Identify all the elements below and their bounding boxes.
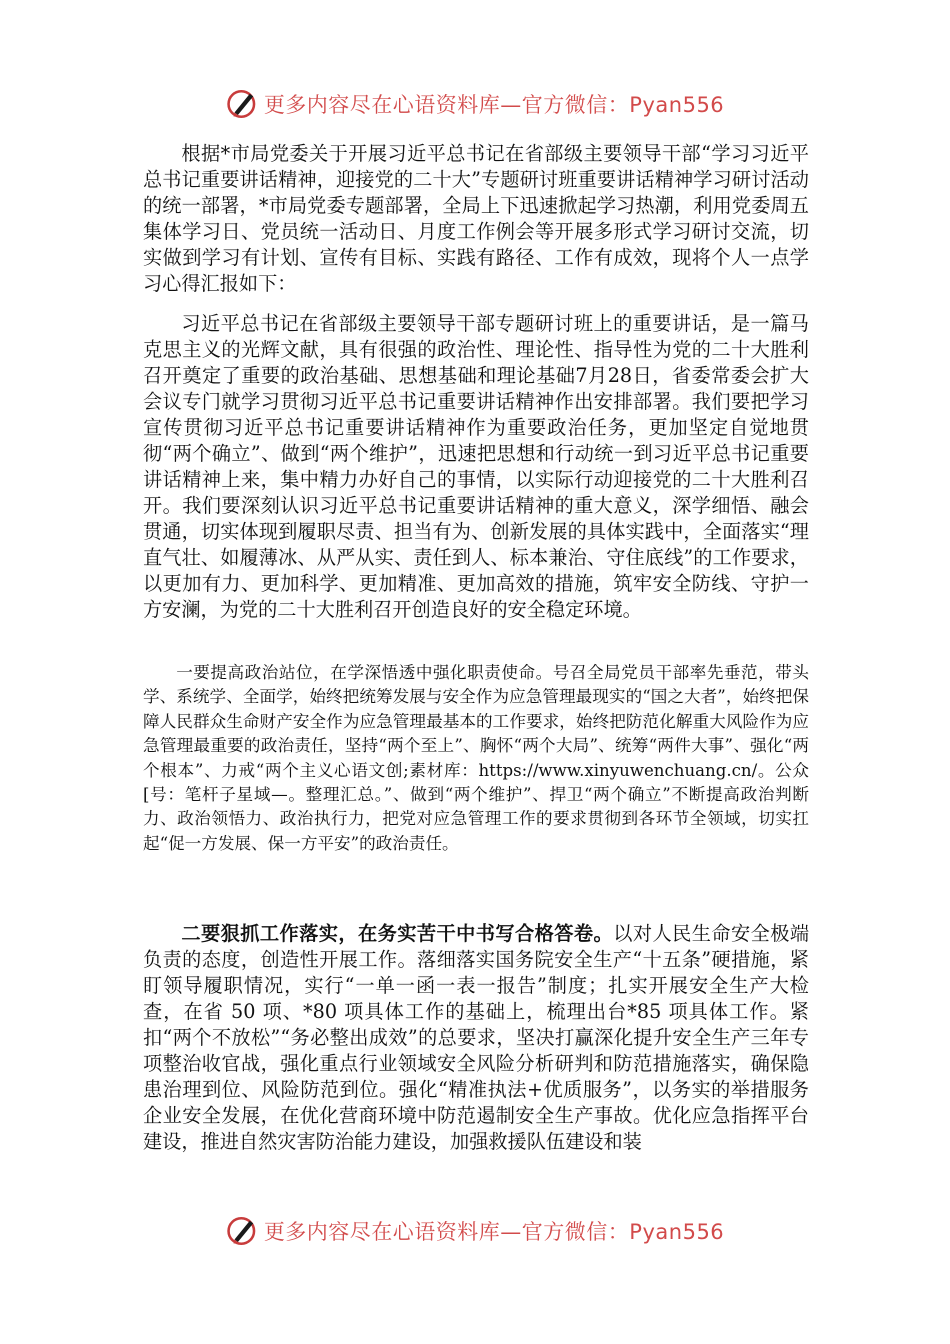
paragraph-speech-significance: 习近平总书记在省部级主要领导干部专题研讨班上的重要讲话，是一篇马克思主义的光辉文献，具有很强的政治性、理论性、指导性为党的二十大胜利召开奠定了重要的政治基础、思想基础和理论基础7月28日，省委常委会扩大会议专门就学习贯彻习近平总书记重要讲话精神作出安排部署。我们要把学习宣传贯彻习近平总书记重要讲话精神作为重要政治任务，更加坚定自觉地贯彻“两个确立”、做到“两个维护”，迅速把思想和行动统一到习近平总书记重要讲话精神上来，集中精力办好自己的事情，以实际行动迎接党的二十大胜利召开。我们要深刻认识习近平总书记重要讲话精神的重大意义，深学细悟、融会贯通，切实体现到履职尽责、担当有为、创新发展的具体实践中，全面落实“理直气壮、如履薄冰、从严从实、责任到人、标本兼治、守住底线”的工作要求，以更加有力、更加科学、更加精准、更加高效的措施，筑牢安全防线、守护一方安澜，为党的二十大胜利召开创造良好的安全稳定环境。	[143, 312, 809, 621]
footer-banner	[0, 1211, 950, 1251]
pen-circle-logo-icon	[226, 1214, 260, 1248]
paragraph-point-two-heading: 二要狠抓工作落实，在务实苦干中书写合格答卷。	[181, 922, 614, 945]
paragraph-point-two-text: 以对人民生命安全极端负责的态度，创造性开展工作。落细落实国务院安全生产“十五条”硬措施，紧盯领导履职情况，实行“一单一函一表一报告”制度；扎实开展安全生产大检查，在省 50 项、*80 项具体工作的基础上，梳理出台*85 项具体工作。紧扣“两个不放松”“务必整出成效”的总要求，坚决打赢深化提升安全生产三年专项整治收官战，强化重点行业领域安全风险分析研判和防范措施落实，确保隐患治理到位、风险防范到位。强化“精准执法+优质服务”，以务实的举措服务企业安全发展，在优化营商环境中防范遏制安全生产事故。优化应急指挥平台建设，推进自然灾害防治能力建设，加强救援队伍建设和装	[143, 922, 810, 1153]
paragraph-point-one: 一要提高政治站位，在学深悟透中强化职责使命。号召全局党员干部率先垂范，带头学、系统学、全面学，始终把统筹发展与安全作为应急管理最现实的“国之大者”，始终把保障人民群众生命财产安全作为应急管理最基本的工作要求，始终把防范化解重大风险作为应急管理最重要的政治责任，坚持“两个至上”、胸怀“两个大局”、统筹“两件大事”、强化“两个根本”、力戒“两个主义心语文创;素材库：https://www.xinyuwenchuang.cn/。公众[号：笔杆子星域—。整理汇总。”、做到“两个维护”、捍卫“两个确立”不断提高政治判断力、政治领悟力、政治执行力，把党对应急管理工作的要求贯彻到各环节全领域，切实扛起“促一方发展、保一方平安”的政治责任。	[143, 663, 809, 853]
document-body	[143, 141, 809, 1177]
banner-text: 更多内容尽在心语资料库—官方微信：Pyan556	[263, 1220, 725, 1244]
paragraph-intro: 根据*市局党委关于开展习近平总书记在省部级主要领导干部“学习习近平总书记重要讲话精神，迎接党的二十大”专题研讨班重要讲话精神学习研讨活动的统一部署，*市局党委专题部署，全局上下迅速掀起学习热潮，利用党委周五集体学习日、党员统一活动日、月度工作例会等开展多形式学习研讨交流，切实做到学习有计划、宣传有目标、实践有路径、工作有成效，现将个人一点学习心得汇报如下：	[143, 142, 809, 295]
paragraph-point-two	[143, 921, 809, 1177]
pen-circle-logo-icon	[226, 87, 260, 121]
header-banner	[0, 84, 950, 124]
banner-text: 更多内容尽在心语资料库—官方微信：Pyan556	[263, 93, 725, 117]
